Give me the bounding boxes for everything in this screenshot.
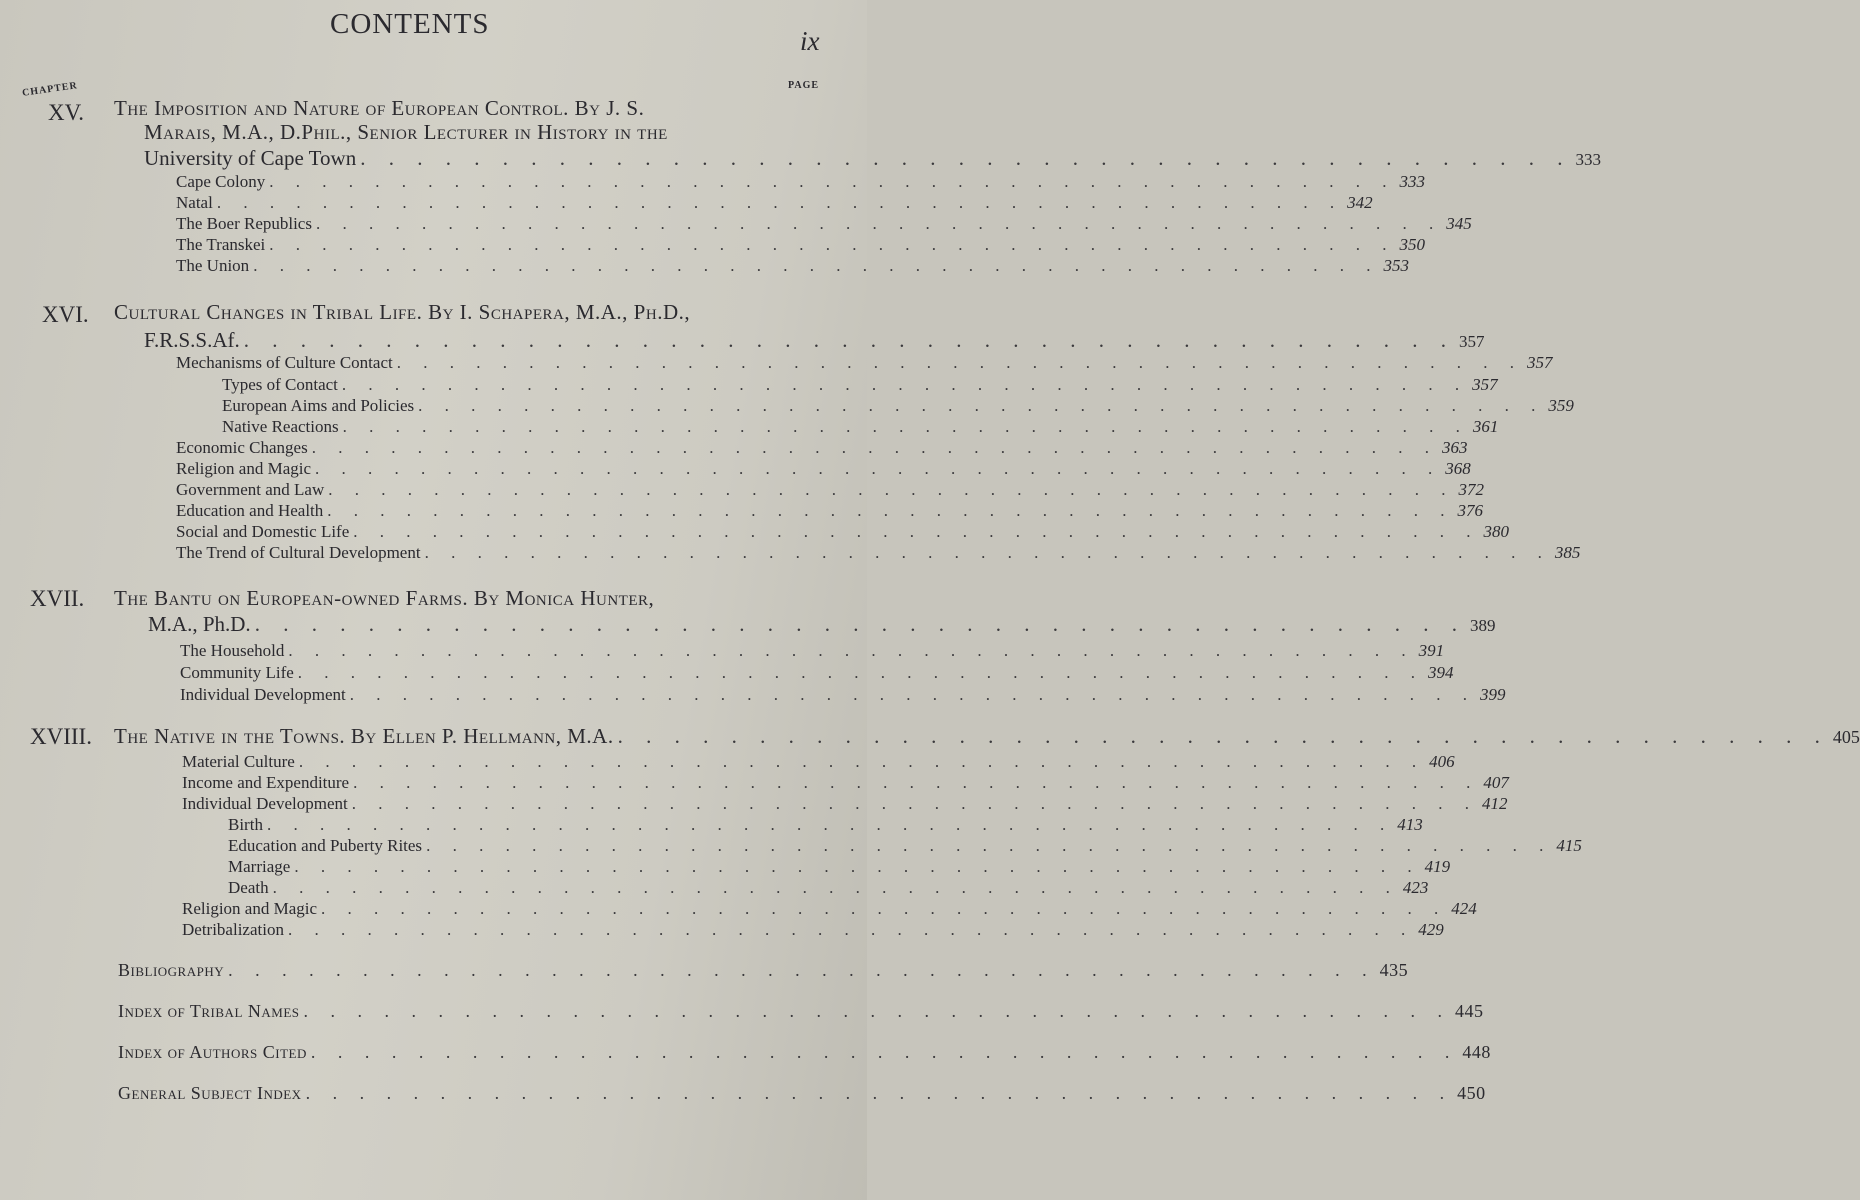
toc-entry: Birth . . . . . . . . . . . . . . . . . . . . . . . . . . . . . . . . . . . . . . . . . . . 413 [228, 815, 1423, 834]
toc-entry: The Transkei . . . . . . . . . . . . . . . . . . . . . . . . . . . . . . . . . . . . . . . . . . . 350 [176, 235, 1425, 254]
chapter-xvi-last-line: F.R.S.S.Af. . . . . . . . . . . . . . . . . . . . . . . . . . . . . . . . . . . . . . . . . . . . 357 [144, 328, 1485, 352]
page-title: CONTENTS [330, 8, 490, 40]
toc-entry: Individual Development . . . . . . . . . . . . . . . . . . . . . . . . . . . . . . . . . . . . . . . . . . . 399 [180, 685, 1506, 704]
chapter-xvii-page: 389 [1469, 616, 1496, 635]
toc-entry: Marriage . . . . . . . . . . . . . . . . . . . . . . . . . . . . . . . . . . . . . . . . . . . 419 [228, 857, 1451, 876]
dot-leader: . . . . . . . . . . . . . . . . . . . . . . . . . . . . . . . . . . . . . . . . . . . [360, 146, 1572, 170]
toc-entry: Cape Colony . . . . . . . . . . . . . . . . . . . . . . . . . . . . . . . . . . . . . . . . . . . 333 [176, 172, 1425, 191]
toc-entry: Death . . . . . . . . . . . . . . . . . . . . . . . . . . . . . . . . . . . . . . . . . . . 423 [228, 878, 1429, 897]
chapter-xv-title-line2: Marais, M.A., D.Phil., Senior Lecturer in History in the [144, 120, 668, 144]
toc-entry: Social and Domestic Life . . . . . . . . . . . . . . . . . . . . . . . . . . . . . . . . . . . . . . . . . . . 380 [176, 522, 1510, 541]
page-number: ix [800, 26, 820, 56]
toc-entry: Types of Contact . . . . . . . . . . . . . . . . . . . . . . . . . . . . . . . . . . . . . . . . . . . 357 [222, 375, 1498, 394]
toc-entry: Government and Law . . . . . . . . . . . . . . . . . . . . . . . . . . . . . . . . . . . . . . . . . . . 372 [176, 480, 1484, 499]
toc-entry: Education and Puberty Rites . . . . . . . . . . . . . . . . . . . . . . . . . . . . . . . . . . . . . . . . . . . 415 [228, 836, 1582, 855]
chapter-xv-title-line3: University of Cape Town [144, 146, 357, 170]
chapter-xviii-page: 405 [1832, 727, 1860, 747]
chapter-xvii-number: XVII. [30, 586, 85, 611]
toc-entry: Community Life . . . . . . . . . . . . . . . . . . . . . . . . . . . . . . . . . . . . . . . . . . . 394 [180, 663, 1454, 682]
toc-entry: Mechanisms of Culture Contact . . . . . . . . . . . . . . . . . . . . . . . . . . . . . . . . . . . . . . . . . . . 357 [176, 353, 1553, 372]
chapter-xvi-title-line2: F.R.S.S.Af. [144, 328, 240, 352]
toc-entry: Income and Expenditure . . . . . . . . . . . . . . . . . . . . . . . . . . . . . . . . . . . . . . . . . . . 407 [182, 773, 1509, 792]
chapter-xv-title-line1: The Imposition and Nature of European Control. By J. S. [114, 96, 645, 120]
chapter-xv-number: XV. [48, 100, 85, 125]
back-matter-entry: Bibliography . . . . . . . . . . . . . . . . . . . . . . . . . . . . . . . . . . . . . . . . . . . 435 [118, 960, 1409, 980]
chapter-xvii-title-line2: M.A., Ph.D. [148, 612, 251, 636]
toc-entry: The Household . . . . . . . . . . . . . . . . . . . . . . . . . . . . . . . . . . . . . . . . . . . 391 [180, 641, 1445, 660]
chapter-xv-page: 333 [1575, 150, 1601, 169]
toc-entry: Detribalization . . . . . . . . . . . . . . . . . . . . . . . . . . . . . . . . . . . . . . . . . . . 429 [182, 920, 1444, 939]
toc-entry: Religion and Magic . . . . . . . . . . . . . . . . . . . . . . . . . . . . . . . . . . . . . . . . . . . 368 [176, 459, 1471, 478]
chapter-xviii-number: XVIII. [30, 724, 92, 749]
chapter-xvi-number: XVI. [42, 302, 89, 327]
toc-entry: Economic Changes . . . . . . . . . . . . . . . . . . . . . . . . . . . . . . . . . . . . . . . . . . . 363 [176, 438, 1468, 457]
chapter-xviii-title-row: The Native in the Towns. By Ellen P. Hellmann, M.A. . . . . . . . . . . . . . . . . . . . . . . . . . . . . . . . . . . . . . . . . . . . 405 [114, 724, 1860, 748]
toc-entry: Individual Development . . . . . . . . . . . . . . . . . . . . . . . . . . . . . . . . . . . . . . . . . . . 412 [182, 794, 1508, 813]
toc-entry: Religion and Magic . . . . . . . . . . . . . . . . . . . . . . . . . . . . . . . . . . . . . . . . . . . 424 [182, 899, 1477, 918]
page-column-label: PAGE [788, 80, 820, 91]
back-matter-entry: Index of Authors Cited . . . . . . . . . . . . . . . . . . . . . . . . . . . . . . . . . . . . . . . . . . . 448 [118, 1042, 1491, 1062]
chapter-xv-last-line [144, 146, 1601, 172]
toc-entry: The Union . . . . . . . . . . . . . . . . . . . . . . . . . . . . . . . . . . . . . . . . . . . 353 [176, 256, 1409, 275]
chapter-xvi-page: 357 [1459, 332, 1485, 351]
toc-entry: Natal . . . . . . . . . . . . . . . . . . . . . . . . . . . . . . . . . . . . . . . . . . . 342 [176, 193, 1373, 212]
toc-entry: Native Reactions . . . . . . . . . . . . . . . . . . . . . . . . . . . . . . . . . . . . . . . . . . . 361 [222, 417, 1499, 436]
chapter-xvii-last-line: M.A., Ph.D. . . . . . . . . . . . . . . . . . . . . . . . . . . . . . . . . . . . . . . . . . . . 389 [148, 612, 1496, 636]
toc-entry: Material Culture . . . . . . . . . . . . . . . . . . . . . . . . . . . . . . . . . . . . . . . . . . . 406 [182, 752, 1455, 771]
toc-entry: European Aims and Policies . . . . . . . . . . . . . . . . . . . . . . . . . . . . . . . . . . . . . . . . . . . 359 [222, 396, 1574, 415]
chapter-xvii-title-line1: The Bantu on European-owned Farms. By Monica Hunter, [114, 586, 655, 610]
toc-entry: Education and Health . . . . . . . . . . . . . . . . . . . . . . . . . . . . . . . . . . . . . . . . . . . 376 [176, 501, 1484, 520]
chapter-xvi-title-line1: Cultural Changes in Tribal Life. By I. Schapera, M.A., Ph.D., [114, 300, 691, 324]
back-matter-entry: Index of Tribal Names . . . . . . . . . . . . . . . . . . . . . . . . . . . . . . . . . . . . . . . . . . . 445 [118, 1001, 1484, 1021]
toc-entry: The Boer Republics . . . . . . . . . . . . . . . . . . . . . . . . . . . . . . . . . . . . . . . . . . . 345 [176, 214, 1472, 233]
toc-entry: The Trend of Cultural Development . . . . . . . . . . . . . . . . . . . . . . . . . . . . . . . . . . . . . . . . . . . 385 [176, 543, 1581, 562]
chapter-xviii-title-line1: The Native in the Towns. By Ellen P. Hellmann, M.A. [114, 724, 614, 748]
back-matter-entry: General Subject Index . . . . . . . . . . . . . . . . . . . . . . . . . . . . . . . . . . . . . . . . . . . 450 [118, 1083, 1486, 1103]
chapter-column-label: CHAPTER [21, 80, 79, 99]
